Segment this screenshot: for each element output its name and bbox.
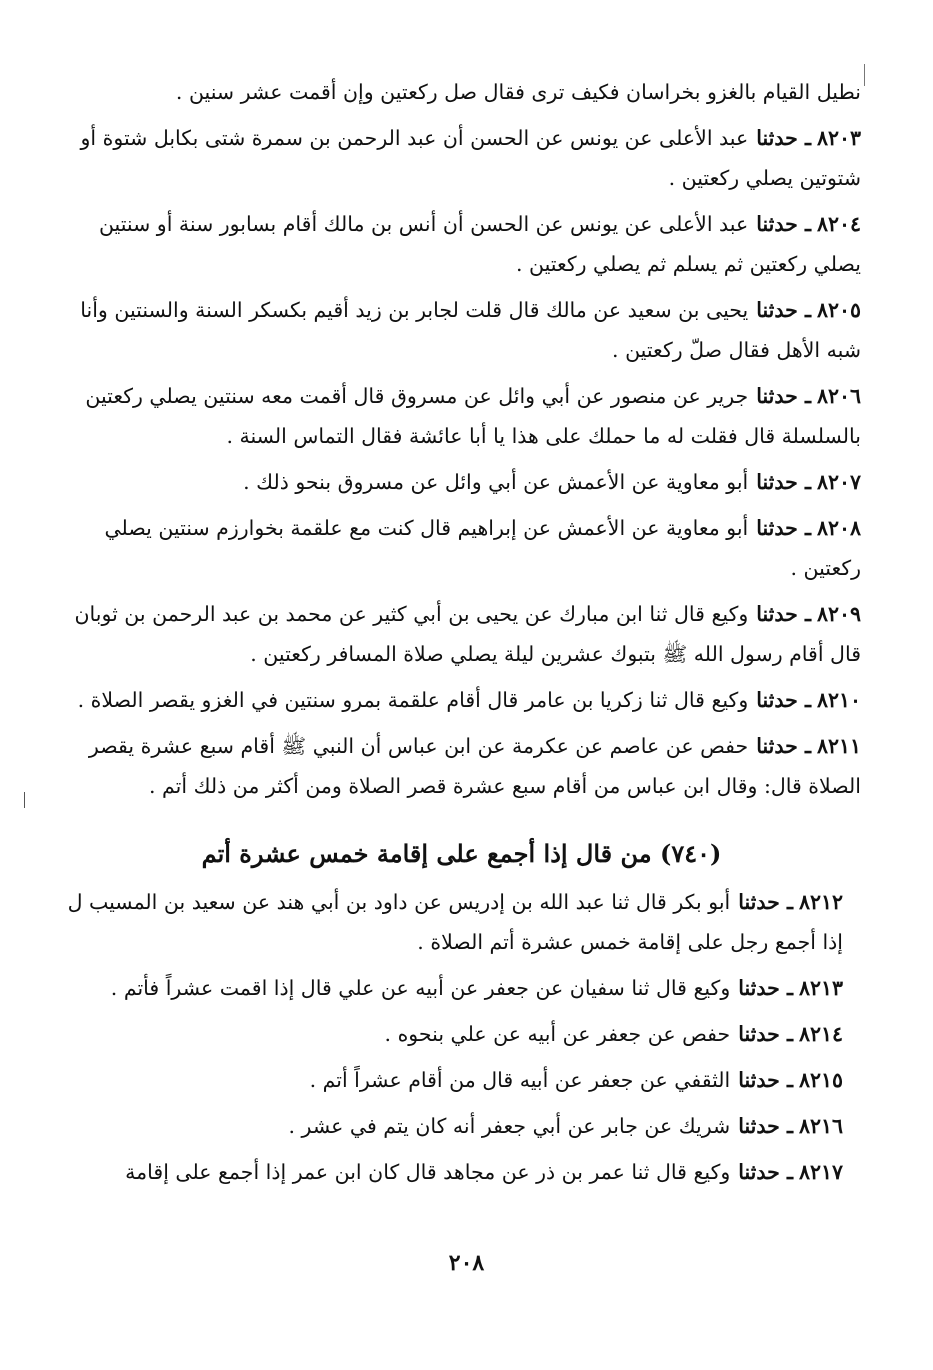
hadith-text: أبو معاوية عن الأعمش عن أبي وائل عن مسروق بنحو ذلك . [243,470,749,494]
hadith-number: ٨٢٠٤ [816,212,861,236]
hadith-number: ٨٢٠٣ [816,126,861,150]
hadathana-label: ـ حدثنا [756,212,811,236]
hadathana-label: ـ حدثنا [738,976,793,1000]
hadith-entry [62,118,861,198]
hadith-text: وكيع قال ثنا سفيان عن جعفر عن أبيه عن علي قال إذا اقمت عشراً فأتم . [110,976,731,1000]
hadith-number: ٨٢١٣ [798,976,843,1000]
hadathana-label: ـ حدثنا [738,1068,793,1092]
page-number: ٢٠٨ [448,1250,485,1276]
hadathana-label: ـ حدثنا [756,384,811,408]
hadith-text: الثقفي عن جعفر عن أبيه قال من أقام عشراً أتم . [309,1068,731,1092]
hadith-number: ٨٢١٦ [798,1114,843,1138]
hadith-number: ٨٢٠٧ [816,470,861,494]
hadith-entry [62,680,861,720]
hadathana-label: ـ حدثنا [756,298,811,322]
hadith-entry [62,594,861,674]
hadith-number: ٨٢٠٨ [816,516,861,540]
hadith-text: وكيع قال ثنا زكريا بن عامر قال أقام علقمة بمرو سنتين في الغزو يقصر الصلاة . [77,688,749,712]
hadith-text: يحيى بن سعيد عن مالك قال قلت لجابر بن زيد أقيم بكسكر السنة والسنتين وأنا شبه الأهل فقال صلّ ركعتين . [80,298,861,362]
hadith-text: أبو معاوية عن الأعمش عن إبراهيم قال كنت مع علقمة بخوارزم سنتين يصلي ركعتين . [104,516,861,580]
hadith-entry [62,882,861,962]
hadith-entry [62,1014,861,1054]
hadith-entry [62,204,861,284]
hadith-entry [62,376,861,456]
hadathana-label: ـ حدثنا [756,734,811,758]
hadith-text: جرير عن منصور عن أبي وائل عن مسروق قال أقمت معه سنتين يصلي ركعتين بالسلسلة قال فقلت له ما حملك على هذا يا أبا عائشة فقال التماس السنة . [85,384,861,448]
hadith-entry [62,508,861,588]
hadith-text: عبد الأعلى عن يونس عن الحسن أن عبد الرحمن بن سمرة شتى بكابل شتوة أو شتوتين يصلي ركعتين . [80,126,861,190]
hadith-entry [62,1060,861,1100]
section-heading: (٧٤٠) من قال إذا أجمع على إقامة خمس عشرة أتم [201,839,722,868]
hadith-entry [62,1152,861,1192]
hadith-number: ٨٢٠٥ [816,298,861,322]
hadathana-label: ـ حدثنا [756,688,811,712]
hadith-entry [62,968,861,1008]
hadith-entry [62,462,861,502]
hadith-text: شريك عن جابر عن أبي جعفر أنه كان يتم في عشر . [288,1114,731,1138]
continued-text: نطيل القيام بالغزو بخراسان فكيف ترى فقال صل ركعتين وإن أقمت عشر سنين . [175,80,861,104]
hadith-number: ٨٢٠٩ [816,602,861,626]
hadith-number: ٨٢١٥ [798,1068,843,1092]
hadith-list [62,118,861,806]
hadathana-label: ـ حدثنا [756,516,811,540]
hadathana-label: ـ حدثنا [756,602,811,626]
hadith-text: وكيع قال ثنا عمر بن ذر عن مجاهد قال كان ابن عمر إذا أجمع على إقامة [125,1160,731,1184]
hadith-number: ٨٢١٧ [798,1160,843,1184]
hadith-entry [62,1106,861,1146]
hadathana-label: ـ حدثنا [738,1022,793,1046]
hadith-entry [62,726,861,806]
hadathana-label: ـ حدثنا [738,890,793,914]
hadith-text: عبد الأعلى عن يونس عن الحسن أن أنس بن مالك أقام بسابور سنة أو سنتين يصلي ركعتين ثم يسلم ثم يصلي ركعتين . [98,212,861,276]
scan-mark [864,64,865,86]
hadith-text: أبو بكر قال ثنا عبد الله بن إدريس عن داود بن أبي هند عن سعيد بن المسيب ل إذا أجمع رجل على إقامة خمس عشرة أتم الصلاة . [67,890,843,954]
hadith-number: ٨٢١٤ [798,1022,843,1046]
hadith-text: حفص عن جعفر عن أبيه عن علي بنحوه . [384,1022,731,1046]
hadathana-label: ـ حدثنا [738,1160,793,1184]
hadathana-label: ـ حدثنا [756,470,811,494]
hadathana-label: ـ حدثنا [756,126,811,150]
hadith-text: حفص عن عاصم عن عكرمة عن ابن عباس أن النبي ﷺ أقام سبع عشرة يقصر الصلاة قال: وقال ابن عباس من أقام سبع عشرة قصر الصلاة ومن أكثر من ذلك أتم . [88,734,861,798]
hadith-entry [62,290,861,370]
hadith-number: ٨٢٠٦ [816,384,861,408]
hadith-number: ٨٢١٠ [816,688,861,712]
hadith-number: ٨٢١٢ [798,890,843,914]
hadathana-label: ـ حدثنا [738,1114,793,1138]
hadith-text: وكيع قال ثنا ابن مبارك عن يحيى بن أبي كثير عن محمد بن عبد الرحمن بن ثوبان قال أقام رسول الله ﷺ بتبوك عشرين ليلة يصلي صلاة المسافر ركعتين . [74,602,861,666]
hadith-number: ٨٢١١ [816,734,861,758]
hadith-list-2 [62,882,861,1192]
scan-mark [24,792,25,808]
